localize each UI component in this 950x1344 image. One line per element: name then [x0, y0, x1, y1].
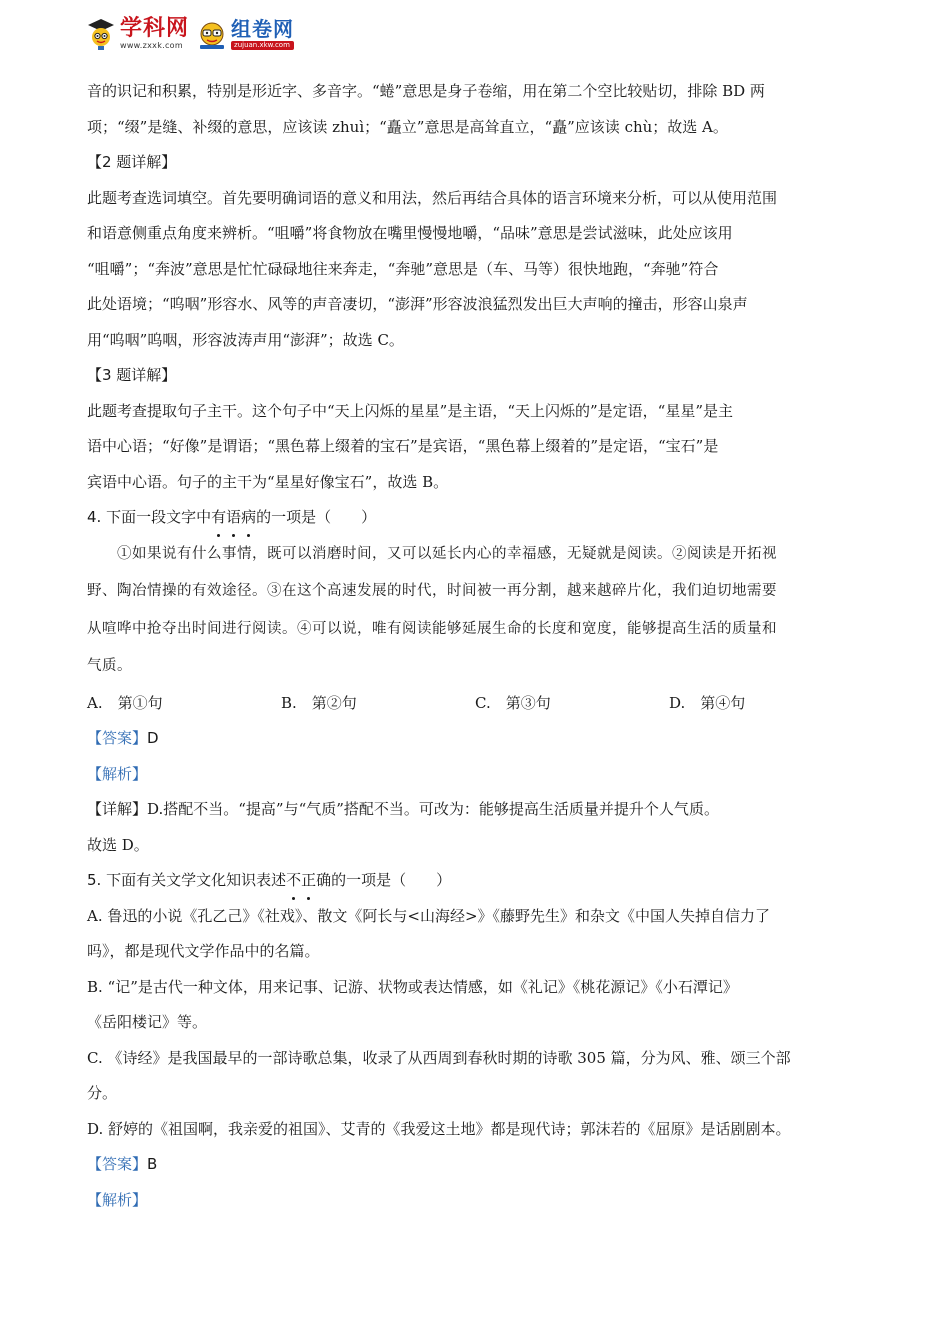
- q5-option-a[interactable]: A. 鲁迅的小说《孔乙己》《社戏》、散文《阿长与<山海经>》《藤野先生》和杂文《中国人失掉自信力了: [87, 906, 771, 925]
- q5-option-b-cont: 《岳阳楼记》等。: [87, 1013, 208, 1031]
- logo1-url: www.zxxk.com: [120, 41, 183, 50]
- q5-stem: [87, 863, 877, 899]
- answer-label: 【答案】: [87, 729, 148, 747]
- q4-passage-line: ①如果说有什么事情，既可以消磨时间，又可以延长内心的幸福感，无疑就是阅读。②阅读是开拓视: [117, 545, 777, 562]
- analysis-label: 【解析】: [87, 1190, 148, 1209]
- q2-detail-heading: 【2 题详解】: [87, 153, 177, 171]
- logo2-title: 组卷网: [231, 17, 295, 41]
- document-body: [87, 74, 877, 1218]
- q4-analysis: [87, 757, 877, 793]
- q5-analysis: [87, 1183, 877, 1219]
- page-header: [86, 12, 294, 56]
- emphasis-char: 有: [211, 500, 226, 536]
- q5-option-c[interactable]: C. 《诗经》是我国最早的一部诗歌总集，收录了从西周到春秋时期的诗歌 305 篇，分为风、雅、颂三个部: [87, 1048, 791, 1067]
- mascot-icon: [86, 17, 116, 51]
- q4-option-d[interactable]: D. 第④句: [669, 693, 746, 712]
- q5-stem-text: 5. 下面有关文学文化知识表述: [87, 871, 287, 889]
- q3-detail-heading: 【3 题详解】: [87, 366, 177, 384]
- answer-value: B: [147, 1155, 158, 1173]
- q4-answer: [87, 721, 877, 757]
- q4-stem-text: 的一项是（ ）: [256, 508, 377, 526]
- q4-stem-text: 4. 下面一段文字中: [87, 508, 212, 526]
- analysis-label: 【解析】: [87, 764, 148, 783]
- q4-option-a[interactable]: A. 第①句: [87, 693, 163, 712]
- q4-option-b[interactable]: B. 第②句: [281, 693, 357, 712]
- emphasis-char: 正: [301, 863, 316, 899]
- q5-stem-text: 确的一项是（ ）: [316, 871, 452, 889]
- q2-detail-line: 用“呜咽”呜咽，形容波涛声用“澎湃”；故选 C。: [87, 330, 404, 349]
- q3-detail-line: 语中心语；“好像”是谓语；“黑色幕上缀着的宝石”是宾语，“黑色幕上缀着的”是定语，“宝石”是: [87, 437, 719, 455]
- q4-conclusion: 故选 D。: [87, 835, 149, 854]
- logo2-url: zujuan.xkw.com: [231, 41, 294, 50]
- q4-options: [87, 686, 877, 722]
- emphasis-char: 病: [241, 500, 256, 536]
- q2-detail-line: 和语意侧重点角度来辨析。“咀嚼”将食物放在嘴里慢慢地嚼，“品味”意思是尝试滋味，此处应该用: [87, 224, 733, 242]
- prev-explanation-line: 项；“缀”是缝、补缀的意思，应该读 zhuì；“矗立”意思是高耸直立，“矗”应该读 chù；故选 A。: [87, 117, 728, 136]
- q2-detail-line: 此处语境；“呜咽”形容水、风等的声音凄切，“澎湃”形容波浪猛烈发出巨大声响的撞击，形容山泉声: [87, 295, 748, 313]
- zujuanwang-logo[interactable]: [197, 17, 294, 51]
- q3-detail-line: 宾语中心语。句子的主干为“星星好像宝石”，故选 B。: [87, 472, 449, 491]
- answer-value: D: [147, 729, 159, 747]
- q4-passage-line: 从喧哗中抢夺出时间进行阅读。④可以说，唯有阅读能够延展生命的长度和宽度，能够提高生活的质量和: [87, 620, 777, 637]
- q4-detail: 【详解】D.搭配不当。“提高”与“气质”搭配不当。可改为：能够提高生活质量并提升个人气质。: [87, 800, 719, 818]
- q4-option-c[interactable]: C. 第③句: [475, 693, 551, 712]
- logo1-title: 学科网: [120, 16, 190, 41]
- q5-option-c-cont: 分。: [87, 1084, 118, 1102]
- q5-option-d[interactable]: D. 舒婷的《祖国啊，我亲爱的祖国》、艾青的《我爱这土地》都是现代诗；郭沫若的《屈原》是话剧剧本。: [87, 1119, 791, 1138]
- xuekewang-logo[interactable]: [86, 17, 189, 51]
- emphasis-char: 不: [286, 863, 301, 899]
- q5-answer: [87, 1147, 877, 1183]
- q4-passage-line: 野、陶冶情操的有效途径。③在这个高速发展的时代，时间被一再分割，越来越碎片化，我们迫切地需要: [87, 583, 777, 599]
- prev-explanation-line: 音的识记和积累，特别是形近字、多音字。“蜷”意思是身子卷缩，用在第二个空比较贴切，排除 BD 两: [87, 82, 765, 100]
- q4-passage-line: 气质。: [87, 658, 132, 674]
- q2-detail-line: 此题考查选词填空。首先要明确词语的意义和用法，然后再结合具体的语言环境来分析，可以从使用范围: [87, 188, 778, 207]
- emphasis-char: 语: [226, 500, 241, 536]
- q2-detail-line: “咀嚼”；“奔波”意思是忙忙碌碌地往来奔走，“奔驰”意思是（车、马等）很快地跑，“奔驰”符合: [87, 259, 719, 278]
- mascot-icon: [197, 17, 227, 51]
- q3-detail-line: 此题考查提取句子主干。这个句子中“天上闪烁的星星”是主语，“天上闪烁的”是定语，“星星”是主: [87, 401, 734, 420]
- q5-option-b[interactable]: B. “记”是古代一种文体，用来记事、记游、状物或表达情感，如《礼记》《桃花源记》《小石潭记》: [87, 977, 738, 996]
- answer-label: 【答案】: [87, 1155, 148, 1173]
- q5-option-a-cont: 吗》，都是现代文学作品中的名篇。: [87, 942, 320, 960]
- q4-stem: [87, 500, 877, 536]
